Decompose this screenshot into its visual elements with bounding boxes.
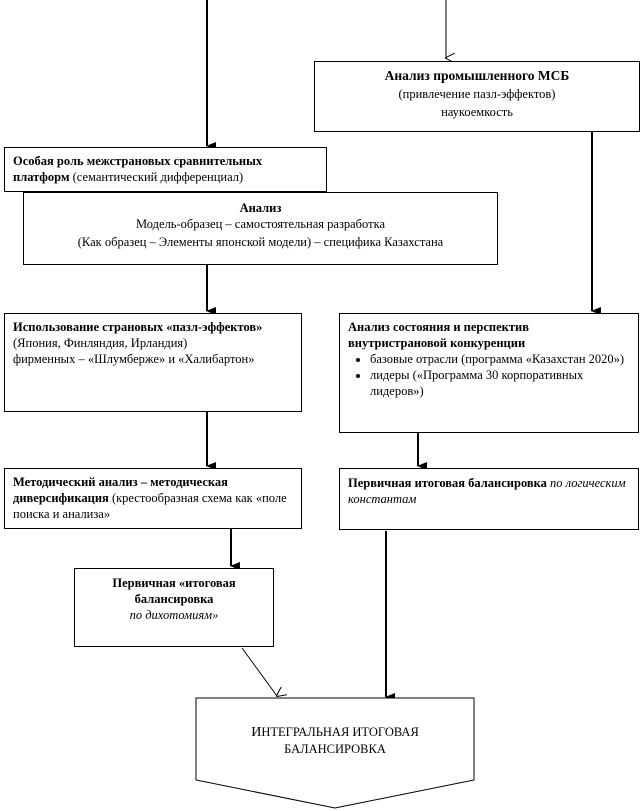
platforms-rest: (семантический дифференциал)	[69, 170, 244, 184]
competition-box	[339, 313, 639, 433]
primary-dichotomy-box	[74, 568, 274, 647]
country-effects-rest2: фирменных – «Шлумберже» и «Халибартон»	[13, 352, 255, 366]
analysis-box	[23, 192, 498, 265]
method-rest: (крестообразная схема как «поле поиска и анализа»	[13, 491, 287, 521]
competition-bullet-1: • базовые отрасли (программа «Казахстан 2020»)	[370, 351, 630, 367]
msb-line1: (привлечение пазл-эффектов)	[398, 87, 556, 101]
integral-line2: БАЛАНСИРОВКА	[284, 742, 386, 756]
competition-list	[348, 351, 630, 399]
platforms-box	[4, 147, 327, 192]
integral-line1: НТЕГРАЛЬНАЯ ИТОГОВАЯ	[261, 725, 419, 739]
primary-logic-rest: по логическим константам	[348, 476, 626, 506]
country-effects-rest1: (Япония, Финляндия, Ирландия)	[13, 336, 188, 350]
competition-bullet-2: • лидеры («Программа 30 корпоративных лидеров»)	[370, 367, 630, 399]
country-effects-box	[4, 313, 302, 412]
primary-dichotomy-rest: по дихотомиям»	[129, 608, 219, 622]
primary-logic-title: Первичная итоговая балансировка	[348, 476, 547, 490]
integral-text	[196, 724, 474, 758]
country-effects-title: Использование страновых «пазл-эффектов»	[13, 320, 263, 334]
primary-dichotomy-title: Первичная «итоговая балансировка	[112, 576, 236, 606]
msb-title: Анализ промышленного МСБ	[384, 68, 570, 83]
arrow-dichotomy-to-integral	[242, 648, 277, 696]
primary-logic-box	[339, 468, 639, 530]
method-title: Методический анализ – методическая диверсификация	[13, 475, 228, 505]
analysis-line2: (Как образец – Элементы японской модели) – специфика Казахстана	[77, 235, 444, 249]
analysis-line1: Модель-образец – самостоятельная разработка	[135, 217, 386, 231]
integral-cap: И	[251, 725, 262, 740]
msb-line2: наукоемкость	[441, 105, 513, 119]
competition-title: Анализ состояния и перспектив внутристрановой конкуренции	[348, 320, 529, 350]
method-box	[4, 468, 302, 529]
msb-analysis-box	[314, 61, 640, 132]
platforms-title: Особая роль межстрановых сравнительных платформ	[13, 154, 263, 184]
analysis-title: Анализ	[239, 201, 282, 215]
